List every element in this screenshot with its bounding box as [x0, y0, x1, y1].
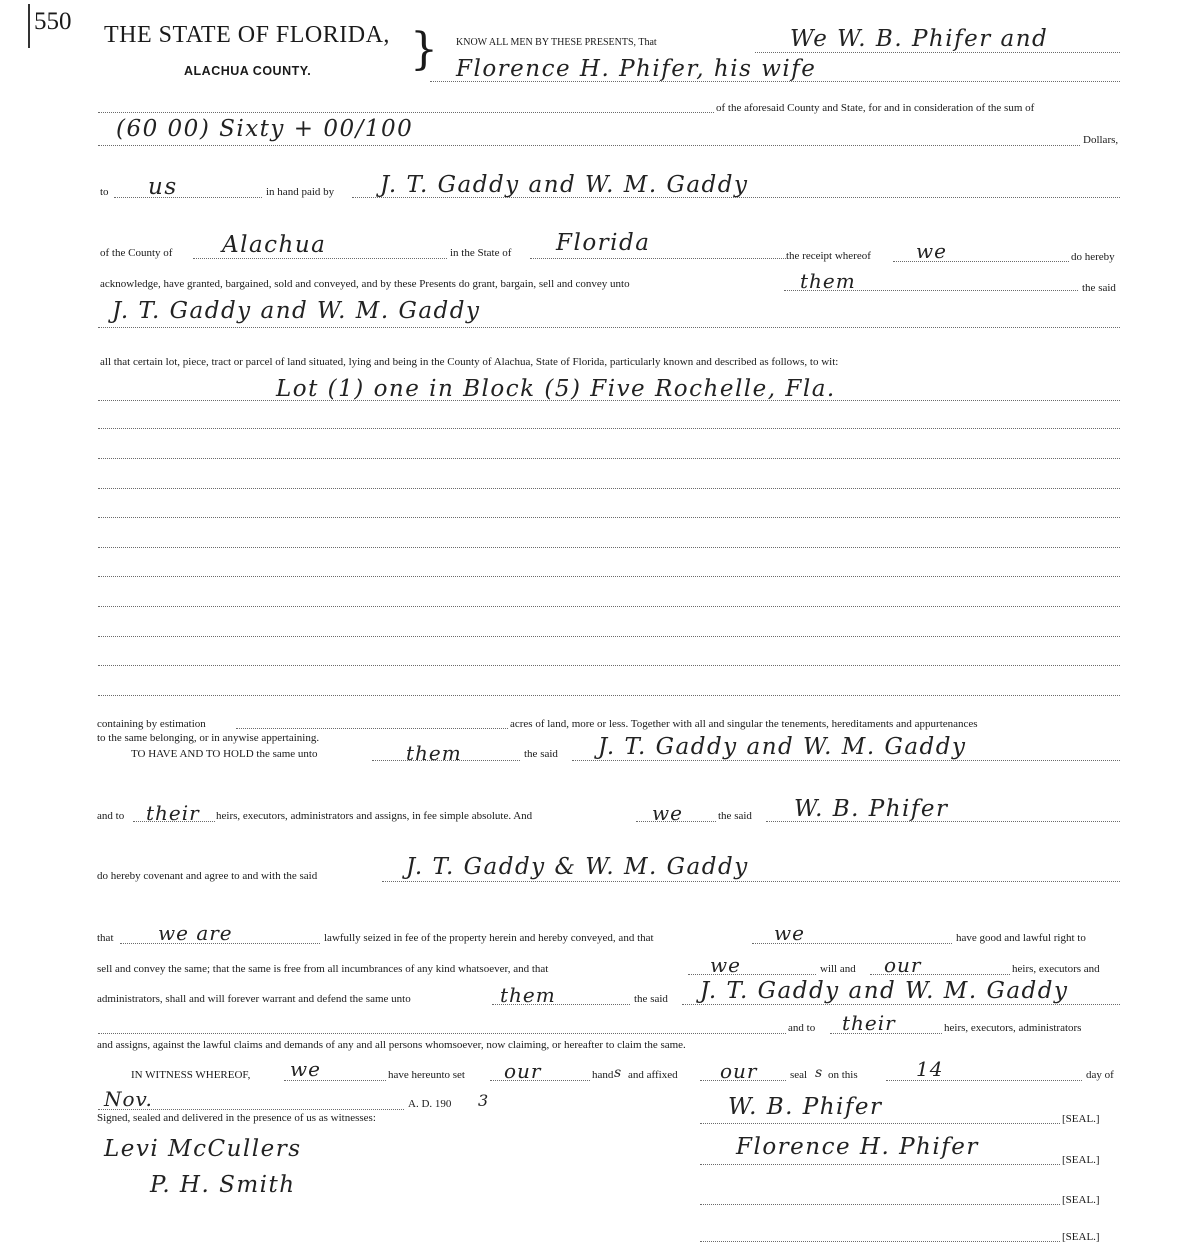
know-all-men-text: KNOW ALL MEN BY THESE PRESENTS, That [456, 37, 657, 48]
day-of-text: day of [1086, 1069, 1114, 1081]
grantors-line-1: We W. B. Phifer and [790, 26, 1049, 52]
the-said-text-2: the said [524, 748, 558, 760]
to-text: to [100, 186, 109, 198]
description-rule-3 [98, 458, 1120, 459]
signature-rule-3 [700, 1204, 1060, 1205]
of-county-text: of the County of [100, 247, 173, 259]
grantors-line-1-rule [755, 52, 1120, 53]
and-affixed-text: and affixed [628, 1069, 678, 1081]
have-hold-unto: them [406, 741, 462, 765]
will-and-our-rule [870, 974, 1010, 975]
seal-text: seal [790, 1069, 808, 1081]
hereunto-text: have hereunto set [388, 1069, 465, 1081]
land-description: Lot (1) one in Block (5) Five Rochelle, Fla. [276, 376, 836, 402]
signature-rule-2 [700, 1164, 1060, 1165]
grantees: J. T. Gaddy and W. M. Gaddy [112, 298, 481, 324]
hereunto-set-rule [490, 1080, 590, 1081]
description-rule-2 [98, 428, 1120, 429]
lawfully-text: lawfully seized in fee of the property herein and hereby conveyed, and that [324, 932, 654, 944]
state-heading: THE STATE OF FLORIDA, [104, 22, 390, 48]
in-hand-text: in hand paid by [266, 186, 335, 198]
and-who: we [652, 801, 683, 825]
the-said-grantor: W. B. Phifer [794, 796, 949, 822]
state-value: Florida [556, 230, 651, 256]
and-to-their: their [842, 1011, 896, 1035]
sum-amount: (60 00) Sixty + 00/100 [116, 116, 414, 142]
receipt-rule [893, 261, 1069, 262]
header-brace: } [410, 24, 438, 75]
description-rule-4 [98, 488, 1120, 489]
covenant-with-rule [382, 881, 1120, 882]
seals-suffix: s [815, 1065, 824, 1081]
covenant-text: do hereby covenant and agree to and with the said [97, 870, 318, 882]
grantors-line-3-rule [98, 112, 714, 113]
convey-unto: them [800, 269, 856, 293]
seal-label-2: [SEAL.] [1062, 1154, 1100, 1166]
in-state-text: in the State of [450, 247, 512, 259]
all-certain-text: all that certain lot, piece, tract or parcel of land situated, lying and being in the County of Alachua, State of Florida, particularly known and described as follows, to wit: [100, 356, 839, 368]
seal-label-1: [SEAL.] [1062, 1113, 1100, 1125]
hereunto-set: our [504, 1059, 542, 1083]
paid-by: J. T. Gaddy and W. M. Gaddy [380, 172, 749, 198]
that-we: we [710, 953, 741, 977]
to-whom: us [148, 174, 178, 200]
and-that-rule [752, 943, 952, 944]
sum-rule [98, 145, 1080, 146]
day-rule [886, 1080, 1082, 1081]
description-rule-9 [98, 636, 1120, 637]
ad-text: A. D. 190 [408, 1098, 452, 1110]
grantor-signature-2: Florence H. Phifer [736, 1134, 979, 1160]
do-hereby-text: do hereby [1071, 251, 1115, 263]
and-to-their-rule [830, 1033, 942, 1034]
witness-whereof-rule [284, 1080, 386, 1081]
have-hold-unto-rule [372, 760, 520, 761]
that-we-are: we are [158, 921, 233, 945]
hand-text: hand [592, 1069, 614, 1081]
defend-said-rule [682, 1004, 1120, 1005]
and-to-heirs-rule [133, 821, 215, 822]
acres-text: acres of land, more or less. Together with all and singular the tenements, hereditaments and appurtenances [510, 718, 978, 730]
description-rule-1 [98, 400, 1120, 401]
acres-rule [236, 728, 508, 729]
and-to-heirs: their [146, 801, 200, 825]
to-have-text: TO HAVE AND TO HOLD the same unto [131, 748, 318, 760]
administrators-text: administrators, shall and will forever warrant and defend the same unto [97, 993, 411, 1005]
and-to-text: and to [97, 810, 125, 822]
sell-convey-text: sell and convey the same; that the same is free from all incumbrances of any kind whatsoever, and that [97, 963, 549, 975]
county-heading: ALACHUA COUNTY. [184, 64, 312, 78]
heirs-exec-text: heirs, executors, administrators and assigns, in fee simple absolute. And [216, 810, 533, 822]
have-hold-said-rule [572, 760, 1120, 761]
receipt-text: the receipt whereof [786, 250, 871, 262]
to-rule [114, 197, 262, 198]
grantor-signature-1: W. B. Phifer [728, 1094, 883, 1120]
containing-text: containing by estimation [97, 718, 206, 730]
witness-signature-1: Levi McCullers [104, 1136, 302, 1162]
description-rule-8 [98, 606, 1120, 607]
signed-text: Signed, sealed and delivered in the presence of us as witnesses: [97, 1112, 376, 1124]
county-rule [193, 258, 447, 259]
on-this-text: on this [828, 1069, 858, 1081]
acknowledge-text: acknowledge, have granted, bargained, sold and conveyed, and by these Presents do grant, bargain, sell and convey unto [100, 278, 630, 290]
that-we-rule [688, 974, 816, 975]
will-and-text: will and [820, 963, 856, 975]
page-number: 550 [34, 8, 72, 35]
hands-suffix: s [614, 1065, 623, 1081]
signature-rule-1 [700, 1123, 1060, 1124]
dollars-text: Dollars, [1083, 134, 1119, 146]
defend-continuation-rule [98, 1033, 786, 1034]
receipt-who: we [916, 239, 947, 263]
witness-text: IN WITNESS WHEREOF, [131, 1069, 251, 1081]
heirs-exec-and-text: heirs, executors and [1012, 963, 1100, 975]
signature-rule-4 [700, 1241, 1060, 1242]
the-said-grantor-rule [766, 821, 1120, 822]
day-value: 14 [916, 1057, 944, 1081]
grantors-line-2: Florence H. Phifer, his wife [456, 56, 817, 82]
county-value: Alachua [222, 232, 327, 258]
description-rule-5 [98, 517, 1120, 518]
witness-signature-2: P. H. Smith [150, 1172, 296, 1198]
convey-unto-rule [784, 290, 1078, 291]
belonging-text: to the same belonging, or in anywise appertaining. [97, 732, 320, 744]
have-hold-said: J. T. Gaddy and W. M. Gaddy [598, 734, 967, 760]
that-text: that [97, 932, 114, 944]
will-and-our: our [884, 953, 922, 977]
paid-by-rule [352, 197, 1120, 198]
and-that-who: we [774, 921, 805, 945]
description-rule-11 [98, 695, 1120, 696]
assigns-against-text: and assigns, against the lawful claims and demands of any and all persons whomsoever, now claiming, or hereafter to claim the same. [97, 1039, 686, 1051]
description-rule-10 [98, 665, 1120, 666]
the-said-text-4: the said [634, 993, 668, 1005]
description-rule-7 [98, 576, 1120, 577]
seal-label-4: [SEAL.] [1062, 1231, 1100, 1243]
grantors-line-2-rule [430, 81, 1120, 82]
and-to-text-2: and to [788, 1022, 816, 1034]
grantees-rule [98, 327, 1120, 328]
month-value: Nov. [104, 1087, 153, 1111]
the-said-text: the said [1082, 282, 1116, 294]
defend-unto: them [500, 983, 556, 1007]
affixed-our: our [720, 1059, 758, 1083]
affixed-our-rule [700, 1080, 786, 1081]
the-said-text-3: the said [718, 810, 752, 822]
defend-unto-rule [492, 1004, 630, 1005]
defend-said: J. T. Gaddy and W. M. Gaddy [700, 978, 1069, 1004]
have-good-text: have good and lawful right to [956, 932, 1086, 944]
year-digit: 3 [478, 1091, 490, 1110]
description-rule-6 [98, 547, 1120, 548]
month-rule [98, 1109, 404, 1110]
that-we-are-rule [120, 943, 320, 944]
covenant-with: J. T. Gaddy & W. M. Gaddy [406, 854, 749, 880]
witness-whereof-who: we [290, 1057, 321, 1081]
and-who-rule [636, 821, 716, 822]
seal-label-3: [SEAL.] [1062, 1194, 1100, 1206]
state-rule [530, 258, 786, 259]
heirs-admin-text: heirs, executors, administrators [944, 1022, 1082, 1034]
aforesaid-text: of the aforesaid County and State, for and in consideration of the sum of [716, 102, 1035, 114]
